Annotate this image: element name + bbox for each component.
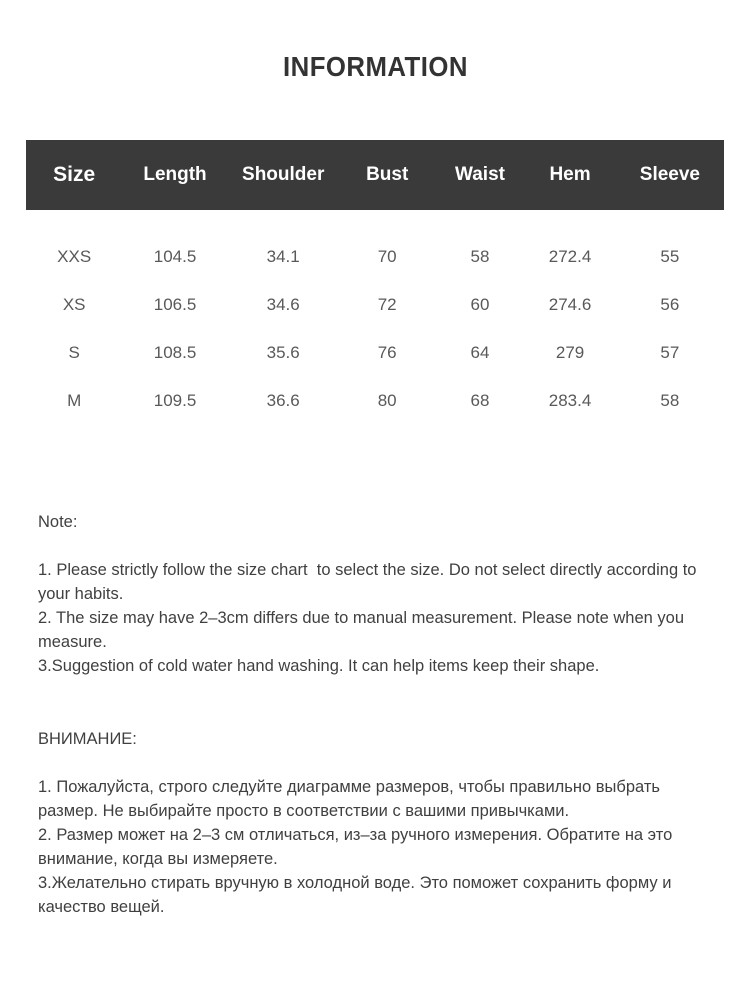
measurement-value: 104.5 xyxy=(153,247,197,266)
size-label: XXS xyxy=(57,247,92,266)
measurement-value: 68 xyxy=(470,391,490,410)
column-header-length: Length xyxy=(143,164,207,185)
note-list-ru xyxy=(38,775,712,919)
note-heading-ru: ВНИМАНИЕ: xyxy=(38,730,137,748)
size-label: XS xyxy=(62,295,86,314)
measurement-value: 36.6 xyxy=(266,391,300,410)
column-header-waist: Waist xyxy=(455,164,505,185)
measurement-value: 56 xyxy=(660,295,680,314)
note-heading-en: Note: xyxy=(38,513,78,531)
measurement-value: 109.5 xyxy=(153,391,197,410)
measurement-value: 64 xyxy=(470,343,490,362)
measurement-value: 72 xyxy=(377,295,397,314)
table-row xyxy=(26,377,724,425)
size-label: M xyxy=(67,391,82,410)
measurement-value: 57 xyxy=(660,343,680,362)
note-item: 1. Please strictly follow the size chart to select the size. Do not select directly according to your habits. xyxy=(38,561,702,603)
measurement-value: 58 xyxy=(660,391,680,410)
measurement-value: 274.6 xyxy=(548,295,592,314)
measurement-value: 108.5 xyxy=(153,343,197,362)
note-item: 3.Suggestion of cold water hand washing. It can help items keep their shape. xyxy=(38,657,600,675)
note-list-en xyxy=(38,558,712,678)
column-header-shoulder: Shoulder xyxy=(242,164,325,185)
title-container xyxy=(0,0,750,82)
measurement-value: 106.5 xyxy=(153,295,197,314)
measurement-value: 279 xyxy=(555,343,585,362)
note-item: 2. Размер может на 2–3 см отличаться, из–за ручного измерения. Обратите на это внимание, когда вы измеряете. xyxy=(38,826,677,868)
size-label: S xyxy=(68,343,80,362)
measurement-value: 60 xyxy=(470,295,490,314)
size-chart-body xyxy=(26,210,724,425)
measurement-value: 272.4 xyxy=(548,247,592,266)
measurement-value: 80 xyxy=(377,391,397,410)
column-header-sleeve: Sleeve xyxy=(639,164,700,185)
measurement-value: 34.1 xyxy=(266,247,300,266)
measurement-value: 283.4 xyxy=(548,391,592,410)
table-row xyxy=(26,233,724,281)
note-item: 1. Пожалуйста, строго следуйте диаграмме размеров, чтобы правильно выбрать размер. Не выбирайте просто в соответствии с вашими привычками. xyxy=(38,778,665,820)
measurement-value: 35.6 xyxy=(266,343,300,362)
column-header-hem: Hem xyxy=(549,164,591,185)
note-item: 2. The size may have 2–3cm differs due to manual measurement. Please note when you measure. xyxy=(38,609,689,651)
note-item: 3.Желательно стирать вручную в холодной воде. Это поможет сохранить форму и качество вещей. xyxy=(38,874,677,916)
column-header-size: Size xyxy=(53,163,96,186)
column-header-bust: Bust xyxy=(366,164,409,185)
notes-section xyxy=(38,510,712,919)
measurement-value: 70 xyxy=(377,247,397,266)
table-row xyxy=(26,329,724,377)
measurement-value: 76 xyxy=(377,343,397,362)
size-chart-table xyxy=(26,140,724,425)
size-chart-header xyxy=(26,140,724,210)
header-row xyxy=(26,140,724,210)
measurement-value: 34.6 xyxy=(266,295,300,314)
table-row xyxy=(26,281,724,329)
page-title: INFORMATION xyxy=(282,51,468,82)
measurement-value: 58 xyxy=(470,247,490,266)
measurement-value: 55 xyxy=(660,247,680,266)
